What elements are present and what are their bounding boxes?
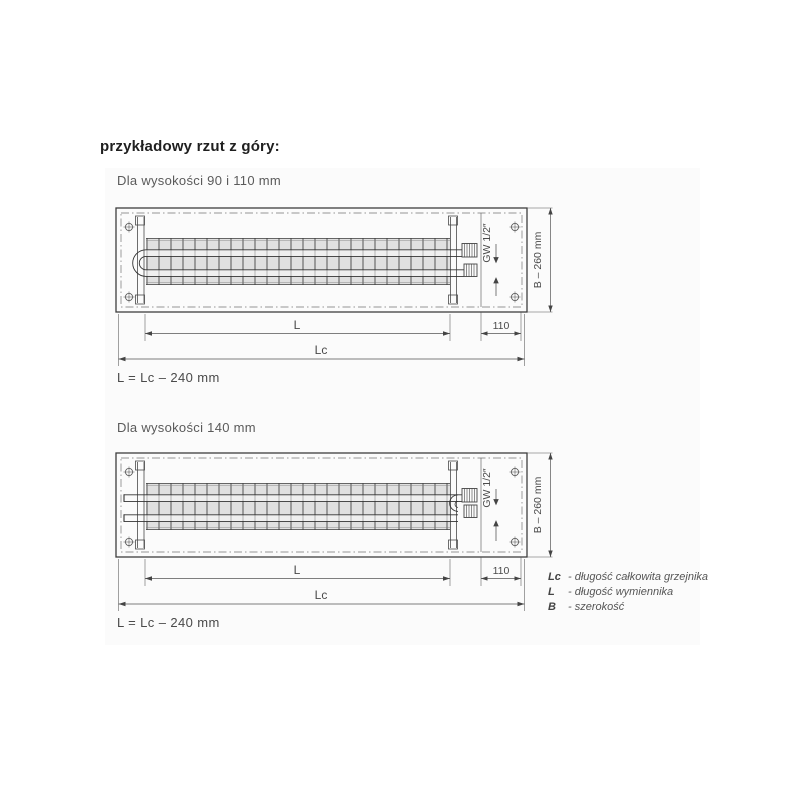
pipe-fitting-icon: [462, 489, 477, 518]
legend-term: B: [548, 601, 556, 613]
left-bracket: [136, 461, 145, 549]
dimension-lc-label: Lc: [314, 588, 328, 602]
dimension-b-label: B – 260 mm: [532, 231, 544, 289]
heat-exchanger-fins: [146, 238, 450, 285]
fitting-pointer-arrows: [494, 489, 498, 541]
legend-term: L: [548, 586, 555, 598]
dimension-lc: [119, 314, 525, 366]
dimension-l-label: L: [293, 563, 301, 577]
pipe-fitting-icon: [462, 244, 477, 277]
legend-desc: - szerokość: [568, 601, 625, 613]
legend: [548, 570, 708, 615]
legend-item-lc: [548, 570, 708, 585]
dimension-lc-label: Lc: [314, 343, 328, 357]
legend-desc: - długość całkowita grzejnika: [568, 571, 709, 583]
dimension-l-label: L: [293, 318, 301, 332]
formula-l-equals: L = Lc – 240 mm: [117, 370, 220, 385]
dimension-110-label: 110: [492, 565, 510, 577]
fitting-thread-label: GW 1/2″: [481, 468, 493, 508]
dimension-110-label: 110: [492, 320, 510, 332]
formula-l-equals: L = Lc – 240 mm: [117, 615, 220, 630]
legend-item-l: [548, 585, 708, 600]
page-title: przykładowy rzut z góry:: [100, 138, 280, 155]
fitting-pointer-arrows: [494, 244, 498, 296]
legend-desc: - długość wymiennika: [568, 586, 674, 598]
top-view-diagram-height-90-110: [100, 200, 570, 372]
heat-exchanger-fins: [146, 483, 450, 530]
diagram2-subtitle: Dla wysokości 140 mm: [117, 420, 256, 435]
fitting-thread-label: GW 1/2″: [481, 223, 493, 263]
legend-term: Lc: [548, 571, 561, 583]
top-view-diagram-height-140: [100, 445, 570, 617]
dimension-lc: [119, 559, 525, 611]
diagram1-subtitle: Dla wysokości 90 i 110 mm: [117, 173, 282, 188]
dimension-b-label: B – 260 mm: [532, 476, 544, 534]
legend-item-b: [548, 600, 708, 615]
